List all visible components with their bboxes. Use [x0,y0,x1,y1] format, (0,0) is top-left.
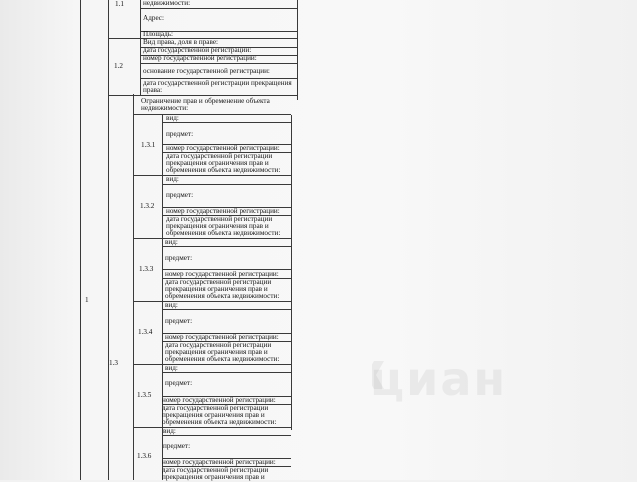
section-header: Ограничение прав и обременение объекта [141,97,270,105]
row-number: 1.3.1 [141,141,156,149]
section-number: 1 [85,296,89,304]
kind-label: вид: [166,114,179,122]
row-divider [162,122,291,123]
reg-date-label: дата государственной регистрации [166,215,273,223]
kind-label: вид: [165,364,178,372]
subject-label: предмет: [165,317,193,325]
kind-label: вид: [163,427,176,435]
row-number: 1.1 [115,0,124,8]
label-text: права: [143,86,163,94]
reg-date-label: дата государственной регистрации [165,278,272,286]
table-column-line [133,94,134,480]
reg-date-label: прекращения ограничения прав и [166,222,269,230]
row-number: 1.3.5 [137,391,152,399]
kind-label: вид: [166,175,179,183]
reg-number-label: номер государственной регистрации: [162,396,276,404]
label-text: основание государственной регистрации: [143,67,270,75]
subject-label: предмет: [165,379,193,387]
watermark: циан [370,352,508,406]
row-number: 1.2 [114,62,123,70]
reg-date-label: прекращения ограничения прав и [165,285,268,293]
kind-label: вид: [165,301,178,309]
reg-date-label: обременения объекта недвижимости: [165,355,280,363]
row-divider [140,8,297,9]
address-label: Адрес: [143,14,164,22]
row-divider [133,175,291,176]
row-divider [162,435,291,436]
reg-date-label: дата государственной регистрации [166,152,273,160]
reg-date-label: обременения объекта недвижимости: [165,292,280,300]
row-divider [133,364,291,365]
table-border-left [80,0,81,480]
reg-date-label: дата государственной регистрации [165,341,272,349]
reg-date-label: обременения объекта недвижимости: [166,166,281,174]
area-label: Площадь: [143,30,174,38]
row-divider [108,95,297,96]
label-text: дата государственной регистрации прекращения [143,79,292,87]
label-text: дата государственной регистрации: [143,46,252,54]
section-header: недвижимости: [141,104,189,112]
label-text: Вид права, доля в праве: [143,38,219,46]
subject-label: предмет: [166,191,194,199]
table-border-right [291,115,292,430]
row-divider [162,184,291,185]
reg-date-label: дата государственной регистрации [162,404,269,412]
row-divider [133,238,291,239]
reg-date-label: прекращения ограничения прав и [166,159,269,167]
row-divider [133,114,291,115]
subject-label: предмет: [166,130,194,138]
reg-date-label: дата государственной регистрации [162,466,269,474]
row-divider [162,309,291,310]
row-divider [133,301,291,302]
reg-number-label: номер государственной регистрации: [166,207,280,215]
reg-date-label: прекращения ограничения прав и [162,473,265,481]
label-text: недвижимости: [143,0,191,7]
subject-label: предмет: [165,254,193,262]
table-column-line [140,0,141,96]
reg-number-label: номер государственной регистрации: [162,458,276,466]
reg-date-label: обременения объекта недвижимости: [162,418,277,426]
label-text: номер государственной регистрации: [143,54,257,62]
row-number: 1.3 [109,359,118,367]
reg-date-label: обременения объекта недвижимости: [166,229,281,237]
row-number: 1.3.4 [138,328,153,336]
row-divider [162,372,291,373]
row-divider [162,246,291,247]
reg-number-label: номер государственной регистрации: [165,333,279,341]
reg-number-label: номер государственной регистрации: [166,144,280,152]
row-divider [133,427,291,428]
table-column-line [108,0,109,480]
reg-date-label: прекращения ограничения прав и [165,348,268,356]
row-number: 1.3.3 [139,265,154,273]
reg-date-label: прекращения ограничения прав и [162,411,265,419]
reg-number-label: номер государственной регистрации: [165,270,279,278]
table-border-right [297,0,298,100]
row-number: 1.3.2 [140,202,155,210]
row-number: 1.3.6 [137,452,152,460]
row-divider [140,63,297,64]
kind-label: вид: [165,238,178,246]
subject-label: предмет: [163,442,191,450]
